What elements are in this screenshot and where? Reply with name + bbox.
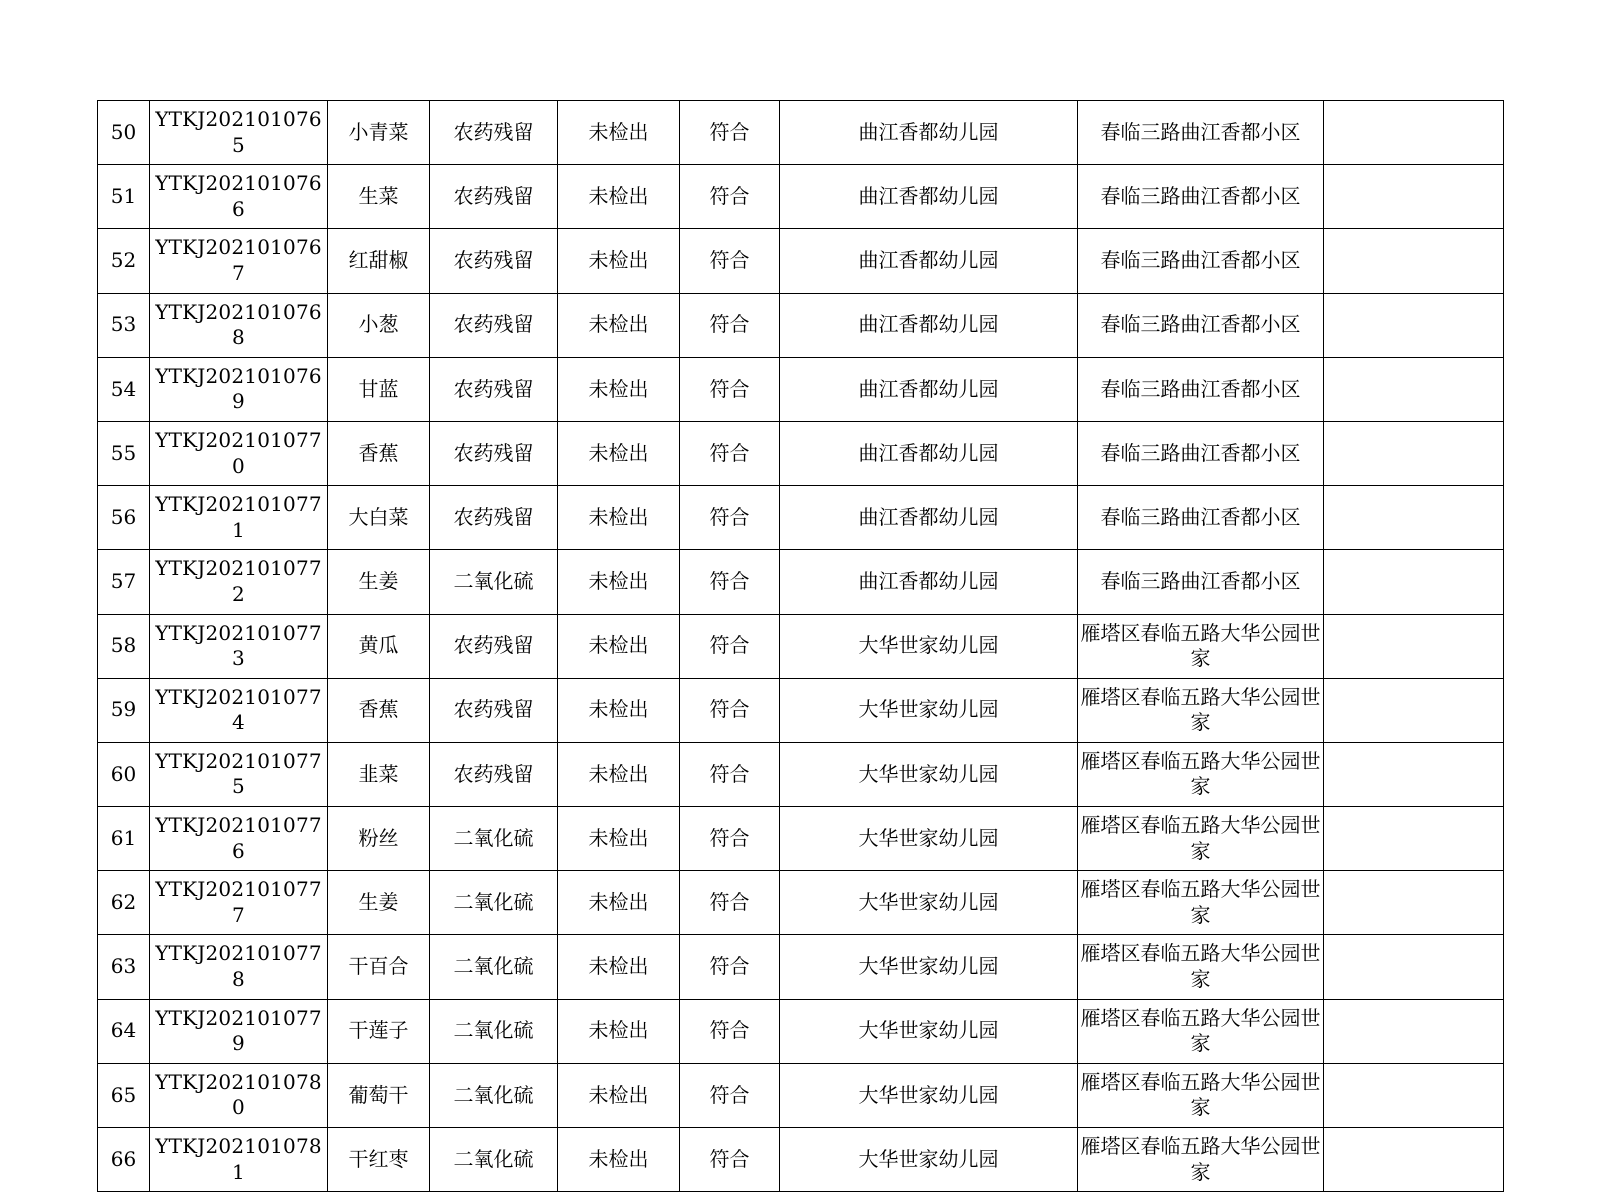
cell-sample-code: YTKJ2021010779 bbox=[150, 999, 328, 1063]
cell-unit: 大华世家幼儿园 bbox=[780, 807, 1078, 871]
cell-unit: 大华世家幼儿园 bbox=[780, 614, 1078, 678]
cell-note bbox=[1324, 229, 1504, 293]
cell-test-item: 农药残留 bbox=[430, 614, 558, 678]
cell-sample-code: YTKJ2021010766 bbox=[150, 165, 328, 229]
cell-index: 56 bbox=[98, 486, 150, 550]
cell-conclusion: 符合 bbox=[680, 999, 780, 1063]
cell-index: 53 bbox=[98, 293, 150, 357]
cell-sample-name: 小葱 bbox=[328, 293, 430, 357]
table-row bbox=[98, 1128, 1504, 1192]
cell-conclusion: 符合 bbox=[680, 678, 780, 742]
cell-index: 58 bbox=[98, 614, 150, 678]
cell-result: 未检出 bbox=[558, 357, 680, 421]
cell-unit: 曲江香都幼儿园 bbox=[780, 293, 1078, 357]
cell-sample-code: YTKJ2021010765 bbox=[150, 101, 328, 165]
cell-sample-name: 红甜椒 bbox=[328, 229, 430, 293]
cell-result: 未检出 bbox=[558, 421, 680, 485]
cell-unit: 大华世家幼儿园 bbox=[780, 742, 1078, 806]
cell-address: 雁塔区春临五路大华公园世家 bbox=[1078, 742, 1324, 806]
cell-unit: 曲江香都幼儿园 bbox=[780, 486, 1078, 550]
cell-sample-name: 生姜 bbox=[328, 871, 430, 935]
inspection-table-wrap bbox=[97, 100, 1503, 1192]
cell-index: 64 bbox=[98, 999, 150, 1063]
cell-conclusion: 符合 bbox=[680, 1063, 780, 1127]
cell-sample-name: 香蕉 bbox=[328, 678, 430, 742]
cell-sample-code: YTKJ2021010774 bbox=[150, 678, 328, 742]
cell-address: 春临三路曲江香都小区 bbox=[1078, 421, 1324, 485]
cell-index: 65 bbox=[98, 1063, 150, 1127]
cell-test-item: 二氧化硫 bbox=[430, 871, 558, 935]
cell-conclusion: 符合 bbox=[680, 807, 780, 871]
cell-test-item: 二氧化硫 bbox=[430, 550, 558, 614]
cell-sample-name: 大白菜 bbox=[328, 486, 430, 550]
cell-index: 66 bbox=[98, 1128, 150, 1192]
cell-note bbox=[1324, 486, 1504, 550]
cell-sample-code: YTKJ2021010768 bbox=[150, 293, 328, 357]
cell-conclusion: 符合 bbox=[680, 293, 780, 357]
cell-conclusion: 符合 bbox=[680, 486, 780, 550]
cell-conclusion: 符合 bbox=[680, 614, 780, 678]
inspection-results-table bbox=[97, 100, 1504, 1192]
cell-address: 雁塔区春临五路大华公园世家 bbox=[1078, 935, 1324, 999]
cell-index: 54 bbox=[98, 357, 150, 421]
cell-test-item: 二氧化硫 bbox=[430, 807, 558, 871]
cell-result: 未检出 bbox=[558, 550, 680, 614]
table-row bbox=[98, 871, 1504, 935]
cell-sample-code: YTKJ2021010776 bbox=[150, 807, 328, 871]
cell-sample-code: YTKJ2021010767 bbox=[150, 229, 328, 293]
table-row bbox=[98, 421, 1504, 485]
cell-note bbox=[1324, 421, 1504, 485]
cell-address: 雁塔区春临五路大华公园世家 bbox=[1078, 678, 1324, 742]
cell-sample-code: YTKJ2021010781 bbox=[150, 1128, 328, 1192]
cell-sample-name: 干莲子 bbox=[328, 999, 430, 1063]
cell-test-item: 二氧化硫 bbox=[430, 935, 558, 999]
cell-test-item: 农药残留 bbox=[430, 293, 558, 357]
cell-result: 未检出 bbox=[558, 999, 680, 1063]
cell-unit: 曲江香都幼儿园 bbox=[780, 421, 1078, 485]
cell-note bbox=[1324, 807, 1504, 871]
cell-note bbox=[1324, 614, 1504, 678]
cell-result: 未检出 bbox=[558, 935, 680, 999]
table-row bbox=[98, 1063, 1504, 1127]
cell-sample-name: 生姜 bbox=[328, 550, 430, 614]
cell-sample-code: YTKJ2021010777 bbox=[150, 871, 328, 935]
cell-sample-code: YTKJ2021010773 bbox=[150, 614, 328, 678]
cell-sample-code: YTKJ2021010772 bbox=[150, 550, 328, 614]
cell-test-item: 农药残留 bbox=[430, 421, 558, 485]
cell-result: 未检出 bbox=[558, 1063, 680, 1127]
cell-conclusion: 符合 bbox=[680, 742, 780, 806]
cell-address: 春临三路曲江香都小区 bbox=[1078, 357, 1324, 421]
cell-unit: 大华世家幼儿园 bbox=[780, 999, 1078, 1063]
table-row bbox=[98, 101, 1504, 165]
cell-unit: 曲江香都幼儿园 bbox=[780, 165, 1078, 229]
cell-sample-name: 黄瓜 bbox=[328, 614, 430, 678]
table-row bbox=[98, 293, 1504, 357]
cell-sample-code: YTKJ2021010771 bbox=[150, 486, 328, 550]
cell-sample-name: 甘蓝 bbox=[328, 357, 430, 421]
cell-address: 雁塔区春临五路大华公园世家 bbox=[1078, 1063, 1324, 1127]
cell-result: 未检出 bbox=[558, 293, 680, 357]
cell-note bbox=[1324, 1063, 1504, 1127]
cell-result: 未检出 bbox=[558, 678, 680, 742]
cell-result: 未检出 bbox=[558, 101, 680, 165]
cell-unit: 曲江香都幼儿园 bbox=[780, 101, 1078, 165]
cell-sample-name: 干红枣 bbox=[328, 1128, 430, 1192]
table-row bbox=[98, 999, 1504, 1063]
cell-index: 51 bbox=[98, 165, 150, 229]
cell-address: 春临三路曲江香都小区 bbox=[1078, 486, 1324, 550]
cell-note bbox=[1324, 999, 1504, 1063]
cell-result: 未检出 bbox=[558, 871, 680, 935]
cell-index: 55 bbox=[98, 421, 150, 485]
inspection-table-body bbox=[98, 101, 1504, 1192]
cell-unit: 大华世家幼儿园 bbox=[780, 1128, 1078, 1192]
cell-conclusion: 符合 bbox=[680, 229, 780, 293]
cell-test-item: 农药残留 bbox=[430, 742, 558, 806]
cell-conclusion: 符合 bbox=[680, 421, 780, 485]
cell-test-item: 农药残留 bbox=[430, 165, 558, 229]
cell-sample-name: 小青菜 bbox=[328, 101, 430, 165]
cell-test-item: 农药残留 bbox=[430, 678, 558, 742]
cell-note bbox=[1324, 871, 1504, 935]
cell-address: 雁塔区春临五路大华公园世家 bbox=[1078, 871, 1324, 935]
cell-note bbox=[1324, 357, 1504, 421]
cell-unit: 大华世家幼儿园 bbox=[780, 678, 1078, 742]
cell-unit: 曲江香都幼儿园 bbox=[780, 550, 1078, 614]
table-row bbox=[98, 742, 1504, 806]
cell-conclusion: 符合 bbox=[680, 357, 780, 421]
cell-result: 未检出 bbox=[558, 165, 680, 229]
cell-unit: 曲江香都幼儿园 bbox=[780, 357, 1078, 421]
table-row bbox=[98, 614, 1504, 678]
cell-note bbox=[1324, 293, 1504, 357]
cell-address: 雁塔区春临五路大华公园世家 bbox=[1078, 1128, 1324, 1192]
cell-test-item: 农药残留 bbox=[430, 486, 558, 550]
cell-note bbox=[1324, 678, 1504, 742]
cell-address: 春临三路曲江香都小区 bbox=[1078, 165, 1324, 229]
cell-result: 未检出 bbox=[558, 807, 680, 871]
cell-address: 春临三路曲江香都小区 bbox=[1078, 293, 1324, 357]
table-row bbox=[98, 486, 1504, 550]
cell-test-item: 二氧化硫 bbox=[430, 999, 558, 1063]
cell-address: 雁塔区春临五路大华公园世家 bbox=[1078, 614, 1324, 678]
cell-note bbox=[1324, 101, 1504, 165]
cell-sample-code: YTKJ2021010775 bbox=[150, 742, 328, 806]
cell-note bbox=[1324, 550, 1504, 614]
cell-result: 未检出 bbox=[558, 1128, 680, 1192]
cell-note bbox=[1324, 165, 1504, 229]
cell-unit: 大华世家幼儿园 bbox=[780, 871, 1078, 935]
cell-conclusion: 符合 bbox=[680, 101, 780, 165]
cell-result: 未检出 bbox=[558, 486, 680, 550]
cell-note bbox=[1324, 742, 1504, 806]
cell-address: 春临三路曲江香都小区 bbox=[1078, 229, 1324, 293]
cell-index: 63 bbox=[98, 935, 150, 999]
cell-unit: 大华世家幼儿园 bbox=[780, 935, 1078, 999]
cell-index: 57 bbox=[98, 550, 150, 614]
table-row bbox=[98, 678, 1504, 742]
cell-conclusion: 符合 bbox=[680, 165, 780, 229]
cell-note bbox=[1324, 935, 1504, 999]
cell-test-item: 二氧化硫 bbox=[430, 1063, 558, 1127]
cell-address: 雁塔区春临五路大华公园世家 bbox=[1078, 999, 1324, 1063]
cell-index: 62 bbox=[98, 871, 150, 935]
cell-conclusion: 符合 bbox=[680, 550, 780, 614]
cell-conclusion: 符合 bbox=[680, 1128, 780, 1192]
cell-result: 未检出 bbox=[558, 614, 680, 678]
table-row bbox=[98, 550, 1504, 614]
table-row bbox=[98, 165, 1504, 229]
cell-address: 春临三路曲江香都小区 bbox=[1078, 101, 1324, 165]
cell-sample-name: 香蕉 bbox=[328, 421, 430, 485]
cell-conclusion: 符合 bbox=[680, 935, 780, 999]
cell-index: 61 bbox=[98, 807, 150, 871]
table-row bbox=[98, 357, 1504, 421]
cell-conclusion: 符合 bbox=[680, 871, 780, 935]
cell-unit: 大华世家幼儿园 bbox=[780, 1063, 1078, 1127]
cell-address: 春临三路曲江香都小区 bbox=[1078, 550, 1324, 614]
cell-index: 60 bbox=[98, 742, 150, 806]
cell-sample-name: 生菜 bbox=[328, 165, 430, 229]
cell-address: 雁塔区春临五路大华公园世家 bbox=[1078, 807, 1324, 871]
cell-test-item: 二氧化硫 bbox=[430, 1128, 558, 1192]
table-row bbox=[98, 807, 1504, 871]
cell-note bbox=[1324, 1128, 1504, 1192]
cell-sample-code: YTKJ2021010769 bbox=[150, 357, 328, 421]
cell-index: 59 bbox=[98, 678, 150, 742]
cell-test-item: 农药残留 bbox=[430, 357, 558, 421]
cell-test-item: 农药残留 bbox=[430, 229, 558, 293]
cell-sample-name: 葡萄干 bbox=[328, 1063, 430, 1127]
cell-sample-code: YTKJ2021010780 bbox=[150, 1063, 328, 1127]
cell-sample-code: YTKJ2021010770 bbox=[150, 421, 328, 485]
cell-sample-name: 韭菜 bbox=[328, 742, 430, 806]
cell-result: 未检出 bbox=[558, 229, 680, 293]
table-row bbox=[98, 229, 1504, 293]
table-row bbox=[98, 935, 1504, 999]
cell-index: 52 bbox=[98, 229, 150, 293]
cell-sample-code: YTKJ2021010778 bbox=[150, 935, 328, 999]
cell-test-item: 农药残留 bbox=[430, 101, 558, 165]
cell-sample-name: 粉丝 bbox=[328, 807, 430, 871]
cell-unit: 曲江香都幼儿园 bbox=[780, 229, 1078, 293]
cell-result: 未检出 bbox=[558, 742, 680, 806]
cell-index: 50 bbox=[98, 101, 150, 165]
cell-sample-name: 干百合 bbox=[328, 935, 430, 999]
